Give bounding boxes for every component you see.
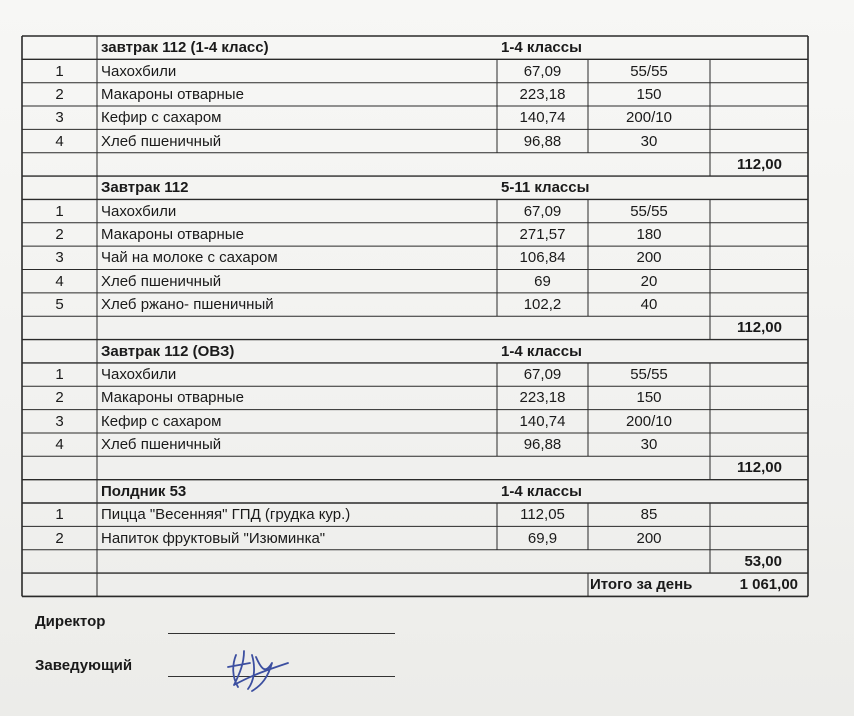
row-number: 1 xyxy=(55,366,64,384)
item-name: Напиток фруктовый "Изюминка" xyxy=(101,529,326,547)
row-number: 2 xyxy=(55,529,64,547)
item-price: 106,84 xyxy=(519,249,566,267)
row-number: 2 xyxy=(55,389,64,407)
row-number: 1 xyxy=(55,506,64,524)
row-number: 4 xyxy=(55,132,64,150)
item-portion: 55/55 xyxy=(630,62,668,80)
item-price: 223,18 xyxy=(519,85,566,103)
row-number: 1 xyxy=(55,62,64,80)
row-number: 2 xyxy=(55,85,64,103)
section-title: Завтрак 112 xyxy=(101,179,189,197)
section-total: 112,00 xyxy=(736,459,782,477)
item-portion: 30 xyxy=(640,436,658,454)
director-label: Директор xyxy=(35,613,106,630)
item-price: 112,05 xyxy=(520,506,565,524)
section-grade: 1-4 классы xyxy=(501,39,582,57)
section-title: завтрак 112 (1-4 класс) xyxy=(101,39,269,57)
manager-label: Заведующий xyxy=(35,657,133,674)
row-number: 3 xyxy=(55,412,64,430)
section-title: Полдник 53 xyxy=(101,482,187,500)
item-name: Чай на молоке с сахаром xyxy=(101,249,278,267)
row-number: 4 xyxy=(55,436,64,454)
item-price: 96,88 xyxy=(523,132,562,150)
item-portion: 55/55 xyxy=(630,202,668,220)
item-portion: 200/10 xyxy=(626,412,672,430)
section-grade: 5-11 классы xyxy=(501,179,590,197)
row-number: 3 xyxy=(55,249,64,267)
item-name: Кефир с сахаром xyxy=(101,412,222,430)
item-portion: 150 xyxy=(636,389,662,407)
item-name: Чахохбили xyxy=(101,62,177,80)
item-price: 271,57 xyxy=(519,225,566,243)
handwritten-signature xyxy=(222,641,292,693)
section-total: 53,00 xyxy=(744,552,782,570)
item-name: Чахохбили xyxy=(101,202,177,220)
row-number: 4 xyxy=(55,272,64,290)
section-total: 112,00 xyxy=(736,319,782,337)
item-portion: 30 xyxy=(640,132,658,150)
section-grade: 1-4 классы xyxy=(501,342,582,360)
item-portion: 55/55 xyxy=(630,366,668,384)
item-portion: 20 xyxy=(640,272,658,290)
item-price: 140,74 xyxy=(519,412,566,430)
item-portion: 150 xyxy=(636,85,662,103)
item-name: Пицца "Весенняя" ГПД (грудка кур.) xyxy=(101,506,351,524)
item-name: Кефир с сахаром xyxy=(101,109,222,127)
item-price: 102,2 xyxy=(523,296,562,314)
item-portion: 85 xyxy=(640,506,658,524)
item-price: 69,9 xyxy=(527,529,558,547)
item-name: Макароны отварные xyxy=(101,85,244,103)
row-number: 2 xyxy=(55,225,64,243)
item-name: Чахохбили xyxy=(101,366,177,384)
item-price: 223,18 xyxy=(519,389,566,407)
item-name: Хлеб пшеничный xyxy=(101,132,222,150)
day-total-label: Итого за день xyxy=(590,576,693,594)
item-price: 67,09 xyxy=(523,62,562,80)
item-portion: 200/10 xyxy=(626,109,672,127)
item-name: Хлеб пшеничный xyxy=(101,436,222,454)
item-portion: 180 xyxy=(636,225,662,243)
item-name: Макароны отварные xyxy=(101,225,244,243)
item-name: Хлеб пшеничный xyxy=(101,272,222,290)
item-portion: 200 xyxy=(636,529,662,547)
item-name: Макароны отварные xyxy=(101,389,244,407)
day-total-value: 1 061,00 xyxy=(739,576,798,594)
item-price: 69 xyxy=(534,272,551,290)
section-title: Завтрак 112 (ОВЗ) xyxy=(101,342,235,360)
item-portion: 200 xyxy=(636,249,662,267)
item-price: 140,74 xyxy=(519,109,566,127)
row-number: 3 xyxy=(55,109,64,127)
item-price: 96,88 xyxy=(523,436,562,454)
item-portion: 40 xyxy=(640,296,658,314)
row-number: 5 xyxy=(55,296,64,314)
item-name: Хлеб ржано- пшеничный xyxy=(101,296,274,314)
row-number: 1 xyxy=(55,202,64,220)
item-price: 67,09 xyxy=(523,202,562,220)
section-total: 112,00 xyxy=(736,155,782,173)
director-signature-line xyxy=(168,633,395,634)
item-price: 67,09 xyxy=(523,366,562,384)
section-grade: 1-4 классы xyxy=(501,482,582,500)
